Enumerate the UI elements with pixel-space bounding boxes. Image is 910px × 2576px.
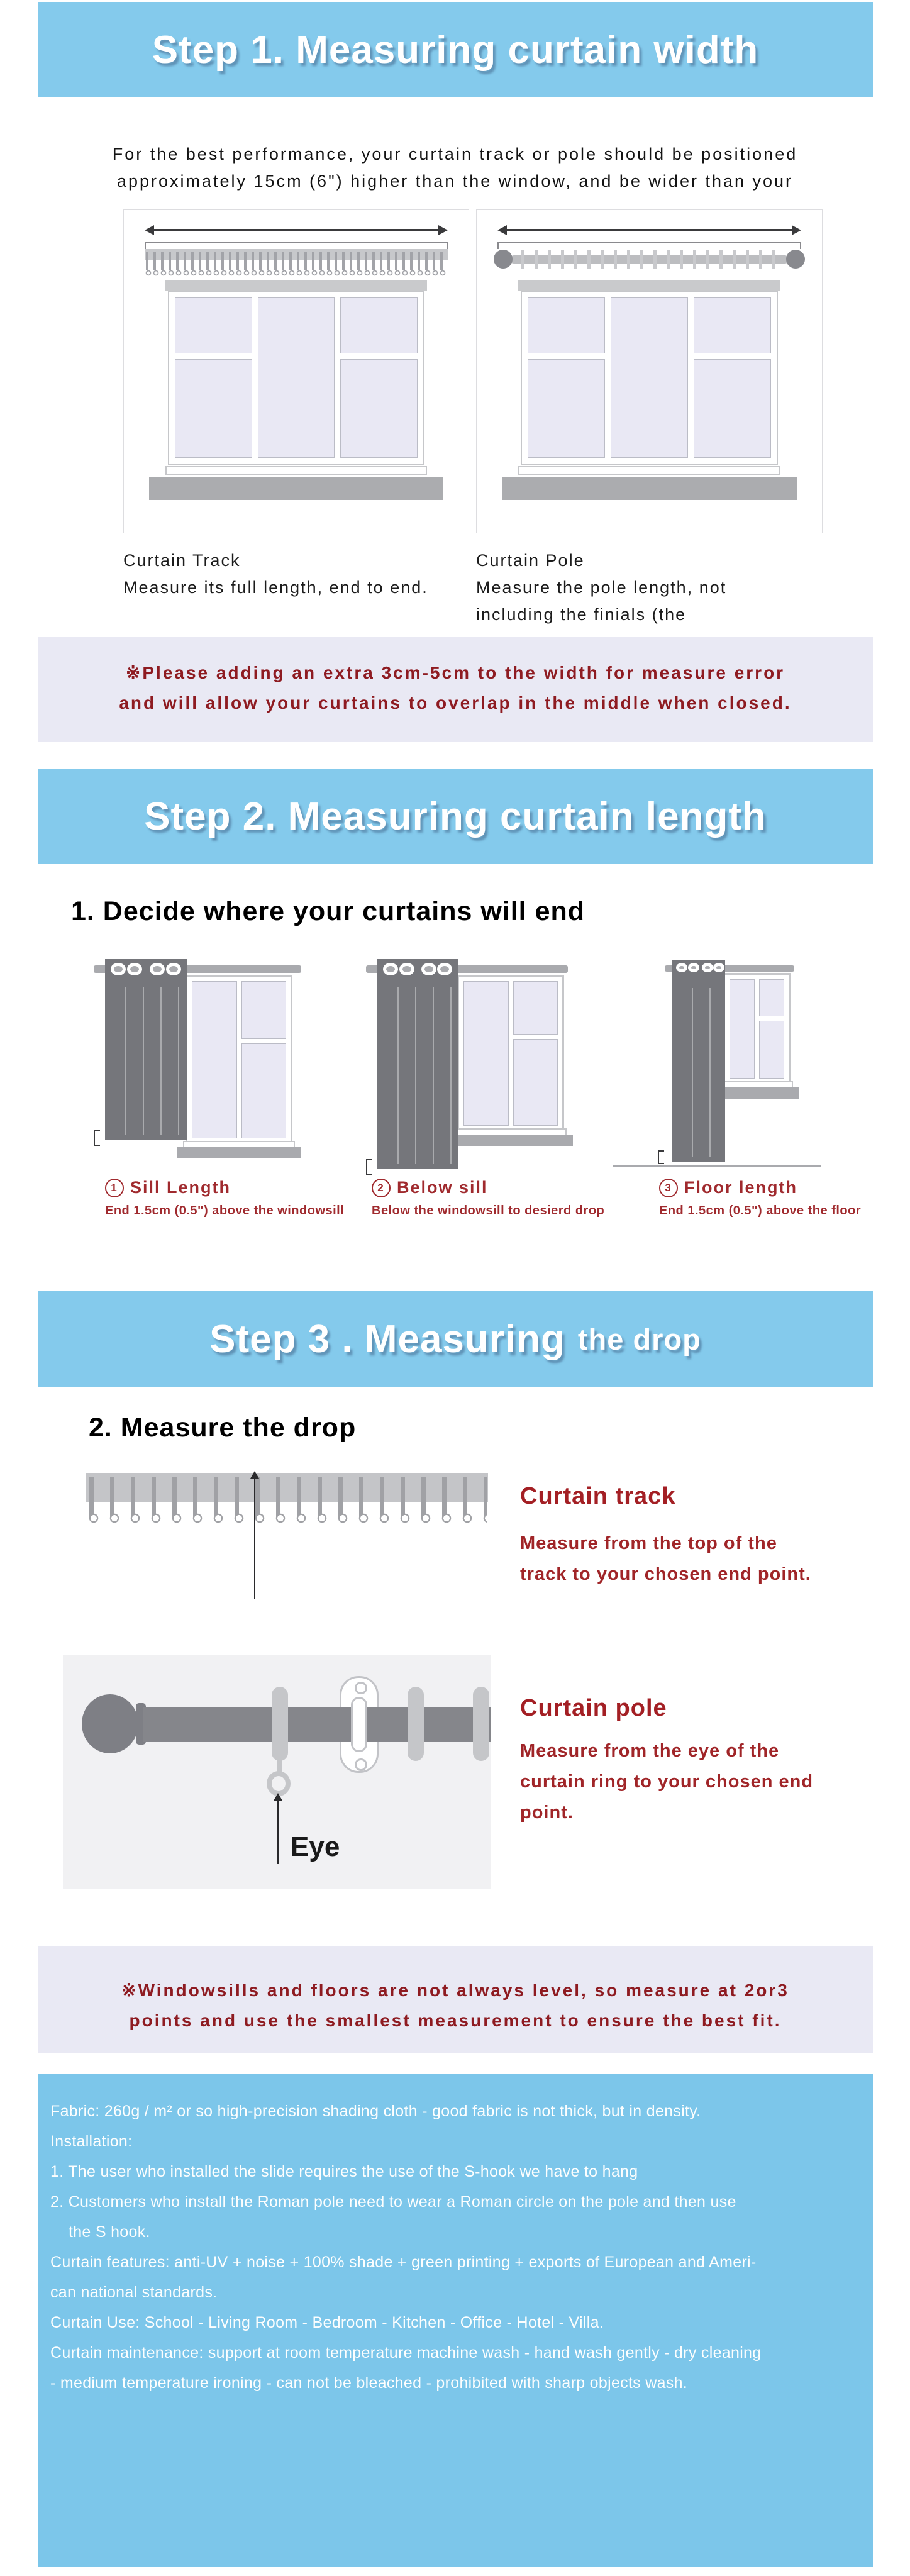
window-illustration xyxy=(723,973,791,1099)
footer-line: Installation: xyxy=(50,2133,133,2150)
curtain-ring-icon xyxy=(473,1687,489,1761)
width-note-line2: and will allow your curtains to overlap in the middle when closed. xyxy=(119,693,792,713)
level-note-line1: ※Windowsills and floors are not always level, so measure at 2or3 xyxy=(121,1980,789,2000)
curtain-panel xyxy=(105,959,187,1140)
option-title: Sill Length xyxy=(130,1178,231,1197)
step3-heading: 2. Measure the drop xyxy=(89,1413,357,1443)
drop-arrow-icon xyxy=(254,1478,255,1599)
width-note xyxy=(38,637,873,742)
level-note-line2: points and use the smallest measurement to ensure the best fit. xyxy=(129,2011,782,2030)
finial-icon xyxy=(82,1694,138,1753)
option-below-sill xyxy=(372,1178,604,1218)
curtain-ring-icon xyxy=(408,1687,424,1761)
pole-drop-line3: point. xyxy=(520,1802,574,1823)
curtain-track-icon xyxy=(145,249,448,278)
step2-banner-title: Step 2. Measuring curtain length xyxy=(144,794,767,838)
pole-caption-line1: Measure the pole length, not xyxy=(476,578,727,597)
step3-banner-title: Step 3 . Measuring xyxy=(209,1317,565,1361)
circled-number-icon: 1 xyxy=(105,1179,124,1197)
track-caption-title: Curtain Track xyxy=(123,551,241,570)
width-arrow-icon xyxy=(145,225,448,235)
curtain-track-illustration xyxy=(123,209,469,533)
pole-rod-icon xyxy=(143,1707,491,1742)
measure-bracket-icon xyxy=(145,242,448,249)
curtain-length-options xyxy=(0,947,910,1230)
footer-line: Curtain features: anti-UV + noise + 100% shade + green printing + exports of European and Ameri- xyxy=(50,2253,757,2271)
curtain-pole-icon xyxy=(497,248,801,273)
footer-line: Fabric: 260g / m² or so high-precision shading cloth - good fabric is not thick, but in density. xyxy=(50,2102,701,2120)
step2-heading: 1. Decide where your curtains will end xyxy=(71,896,585,926)
option-title: Floor length xyxy=(684,1178,797,1197)
pole-drop-line2: curtain ring to your chosen end xyxy=(520,1772,814,1792)
footer-line: 2. Customers who install the Roman pole need to wear a Roman circle on the pole and then use xyxy=(50,2193,736,2211)
curtain-panel xyxy=(672,960,725,1162)
product-details-panel xyxy=(38,2074,873,2567)
eye-arrow-icon xyxy=(277,1800,279,1864)
measure-bracket-icon xyxy=(658,1150,664,1164)
pole-drop-text xyxy=(520,1736,813,1828)
width-note-line1: ※Please adding an extra 3cm-5cm to the width for measure error xyxy=(125,663,785,682)
footer-line: 1. The user who installed the slide requires the use of the S-hook we have to hang xyxy=(50,2163,638,2180)
circled-number-icon: 3 xyxy=(659,1179,678,1197)
window-illustration xyxy=(186,975,292,1158)
pole-caption xyxy=(476,547,726,628)
window-illustration xyxy=(518,280,780,500)
option-desc: End 1.5cm (0.5") above the floor xyxy=(659,1204,862,1218)
step1-banner-title: Step 1. Measuring curtain width xyxy=(152,28,759,72)
floor-line xyxy=(613,1165,821,1167)
step1-intro xyxy=(0,141,910,195)
track-drop-title: Curtain track xyxy=(520,1483,676,1509)
curtain-panel xyxy=(377,959,458,1169)
footer-line: - medium temperature ironing - can not be bleached - prohibited with sharp objects wash. xyxy=(50,2374,688,2392)
track-caption-line1: Measure its full length, end to end. xyxy=(123,578,428,597)
option-title: Below sill xyxy=(397,1178,488,1197)
footer-line: the S hook. xyxy=(50,2223,150,2241)
option-floor-length xyxy=(659,1178,861,1218)
window-illustration xyxy=(165,280,428,500)
window-illustration xyxy=(457,975,564,1146)
footer-line: Curtain Use: School - Living Room - Bedroom - Kitchen - Office - Hotel - Villa. xyxy=(50,2314,604,2331)
step2-banner xyxy=(38,769,873,864)
step3-banner-subtitle: the drop xyxy=(577,1322,701,1356)
step1-intro-line2: approximately 15cm (6") higher than the window, and be wider than your xyxy=(116,172,794,191)
track-caption xyxy=(123,547,428,601)
curtain-pole-illustration xyxy=(476,209,823,533)
track-drop-line2: track to your chosen end point. xyxy=(520,1564,811,1584)
option-desc: Below the windowsill to desierd drop xyxy=(372,1204,605,1218)
option-desc: End 1.5cm (0.5") above the windowsill xyxy=(105,1204,345,1218)
step3-banner xyxy=(38,1291,873,1387)
track-drop-text xyxy=(520,1528,811,1590)
eye-ring-icon xyxy=(267,1771,291,1796)
width-arrow-icon xyxy=(497,225,801,235)
footer-line: Curtain maintenance: support at room temperature machine wash - hand wash gently - dry cleaning xyxy=(50,2344,762,2362)
pole-drop-line1: Measure from the eye of the xyxy=(520,1741,780,1761)
measure-bracket-icon xyxy=(94,1130,100,1146)
step1-intro-line1: For the best performance, your curtain track or pole should be positioned xyxy=(112,145,798,164)
circled-number-icon: 2 xyxy=(372,1179,391,1197)
track-drop-illustration xyxy=(86,1473,488,1605)
measure-bracket-icon xyxy=(366,1159,372,1175)
pole-caption-line2: including the finials (the xyxy=(476,605,687,624)
pole-drop-title: Curtain pole xyxy=(520,1695,667,1721)
pole-caption-title: Curtain Pole xyxy=(476,551,585,570)
track-drop-line1: Measure from the top of the xyxy=(520,1533,777,1553)
level-note xyxy=(38,1946,873,2053)
option-sill-length xyxy=(105,1178,344,1218)
pole-drop-illustration xyxy=(63,1655,491,1889)
curtain-ring-icon xyxy=(272,1687,288,1761)
footer-line: can national standards. xyxy=(50,2284,218,2301)
step1-banner xyxy=(38,2,873,97)
eye-label: Eye xyxy=(291,1831,340,1862)
